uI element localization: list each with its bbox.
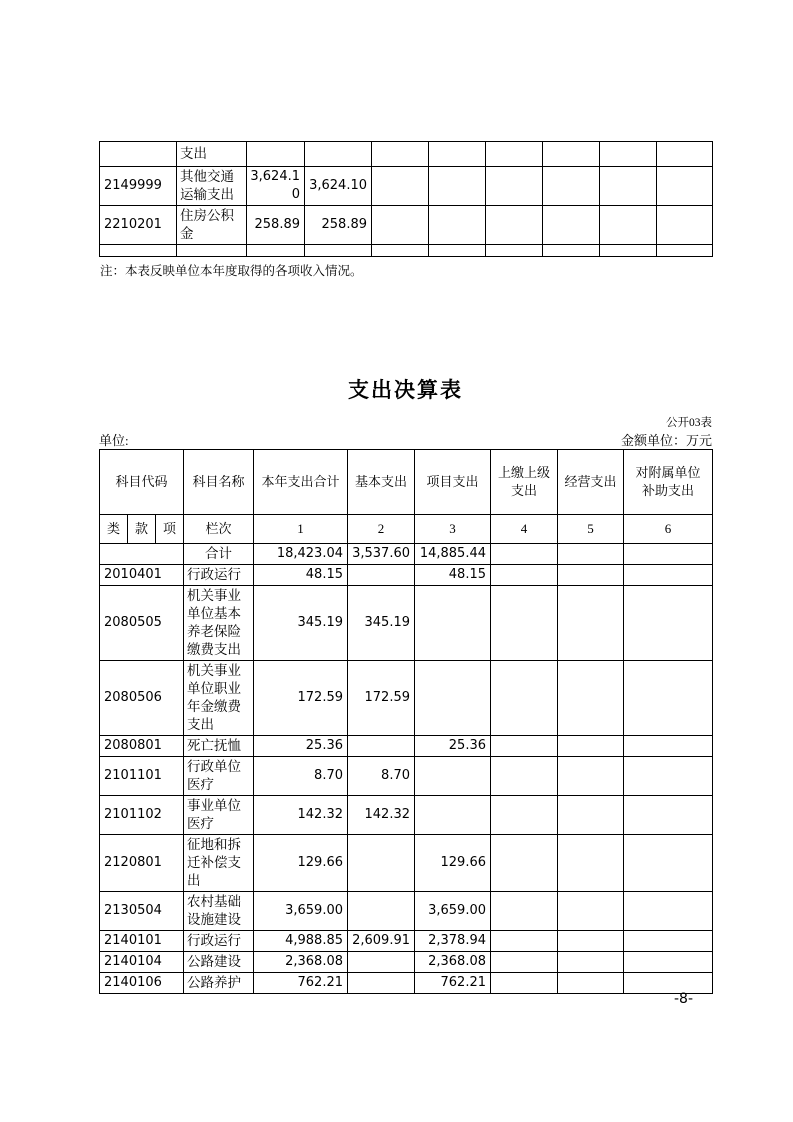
subsidy-amount-cell	[624, 952, 713, 973]
subject-code-cell: 2210201	[100, 206, 177, 245]
project-amount-cell	[415, 586, 491, 661]
amount-cell: 258.89	[247, 206, 305, 245]
empty-cell	[486, 206, 543, 245]
empty-cell	[247, 245, 305, 257]
project-amount-cell	[415, 757, 491, 796]
amount-unit-label: 金额单位：万元	[620, 433, 712, 448]
subject-code-cell: 2101101	[100, 757, 184, 796]
upper-amount-cell	[491, 892, 558, 931]
subject-code-cell: 2140101	[100, 931, 184, 952]
empty-row	[100, 245, 713, 257]
project-amount-cell: 25.36	[415, 736, 491, 757]
basic-amount-cell: 345.19	[348, 586, 415, 661]
header-row-columns	[100, 515, 713, 544]
subject-name-cell: 住房公积金	[177, 206, 247, 245]
operating-amount-cell	[558, 736, 624, 757]
subsidy-amount-cell	[624, 796, 713, 835]
basic-amount-cell: 142.32	[348, 796, 415, 835]
header-subject-code: 科目代码	[100, 450, 184, 515]
empty-cell	[372, 142, 429, 167]
subject-code-cell: 2080506	[100, 661, 184, 736]
subject-name-cell: 征地和拆迁补偿支出	[184, 835, 254, 892]
unit-label: 单位:	[99, 433, 129, 448]
total-amount-cell: 4,988.85	[254, 931, 348, 952]
expenditure-row	[100, 661, 713, 736]
empty-cell	[486, 142, 543, 167]
subject-code-cell: 2101102	[100, 796, 184, 835]
total-amount-cell: 345.19	[254, 586, 348, 661]
empty-cell	[543, 142, 600, 167]
basic-amount-cell	[348, 973, 415, 994]
operating-amount-cell	[558, 544, 624, 565]
total-amount-cell: 2,368.08	[254, 952, 348, 973]
upper-amount-cell	[491, 757, 558, 796]
header-project: 项目支出	[415, 450, 491, 515]
upper-amount-cell	[491, 544, 558, 565]
header-upper: 上缴上级支出	[491, 450, 558, 515]
header-col-4: 4	[491, 515, 558, 544]
basic-amount-cell	[348, 565, 415, 586]
header-code-class: 类	[100, 515, 128, 544]
empty-cell	[429, 167, 486, 206]
project-amount-cell: 3,659.00	[415, 892, 491, 931]
project-amount-cell: 762.21	[415, 973, 491, 994]
upper-amount-cell	[491, 796, 558, 835]
upper-amount-cell	[491, 931, 558, 952]
empty-cell	[372, 167, 429, 206]
basic-amount-cell	[348, 892, 415, 931]
header-subject-name: 科目名称	[184, 450, 254, 515]
expenditure-row	[100, 757, 713, 796]
header-code-section: 款	[128, 515, 156, 544]
subject-name-cell: 其他交通运输支出	[177, 167, 247, 206]
expenditure-table	[99, 449, 713, 994]
total-amount-cell: 142.32	[254, 796, 348, 835]
operating-amount-cell	[558, 757, 624, 796]
project-amount-cell: 48.15	[415, 565, 491, 586]
empty-cell	[657, 245, 713, 257]
header-col-1: 1	[254, 515, 348, 544]
expenditure-row	[100, 931, 713, 952]
subsidy-amount-cell	[624, 544, 713, 565]
basic-amount-cell: 172.59	[348, 661, 415, 736]
total-amount-cell: 48.15	[254, 565, 348, 586]
subject-name-cell: 死亡抚恤	[184, 736, 254, 757]
empty-cell	[372, 245, 429, 257]
subject-name-cell: 行政单位医疗	[184, 757, 254, 796]
total-row	[100, 544, 713, 565]
subsidy-amount-cell	[624, 835, 713, 892]
expenditure-row	[100, 952, 713, 973]
upper-amount-cell	[491, 952, 558, 973]
expenditure-row	[100, 796, 713, 835]
empty-cell	[429, 245, 486, 257]
project-amount-cell: 2,368.08	[415, 952, 491, 973]
empty-cell	[600, 206, 657, 245]
operating-amount-cell	[558, 835, 624, 892]
subsidy-amount-cell	[624, 931, 713, 952]
subject-code-cell: 2080801	[100, 736, 184, 757]
basic-amount-cell: 3,537.60	[348, 544, 415, 565]
subject-name-cell: 公路养护	[184, 973, 254, 994]
total-amount-cell: 18,423.04	[254, 544, 348, 565]
subject-name-cell: 机关事业单位基本养老保险缴费支出	[184, 586, 254, 661]
amount-cell: 258.89	[305, 206, 372, 245]
header-col-5: 5	[558, 515, 624, 544]
subject-code-cell	[100, 544, 184, 565]
subject-name-cell: 机关事业单位职业年金缴费支出	[184, 661, 254, 736]
operating-amount-cell	[558, 586, 624, 661]
header-subsidy: 对附属单位补助支出	[624, 450, 713, 515]
subsidy-amount-cell	[624, 973, 713, 994]
empty-cell	[543, 245, 600, 257]
income-table-note: 注：本表反映单位本年度取得的各项收入情况。	[100, 264, 363, 278]
header-basic: 基本支出	[348, 450, 415, 515]
expenditure-row	[100, 835, 713, 892]
empty-cell	[486, 167, 543, 206]
basic-amount-cell	[348, 736, 415, 757]
upper-amount-cell	[491, 661, 558, 736]
empty-cell	[600, 142, 657, 167]
upper-amount-cell	[491, 973, 558, 994]
amount-cell: 3,624.10	[247, 167, 305, 206]
total-amount-cell: 762.21	[254, 973, 348, 994]
basic-amount-cell	[348, 952, 415, 973]
project-amount-cell: 14,885.44	[415, 544, 491, 565]
project-amount-cell: 129.66	[415, 835, 491, 892]
operating-amount-cell	[558, 892, 624, 931]
empty-cell	[657, 206, 713, 245]
total-amount-cell: 25.36	[254, 736, 348, 757]
expenditure-row	[100, 892, 713, 931]
operating-amount-cell	[558, 796, 624, 835]
subsidy-amount-cell	[624, 892, 713, 931]
subject-name-cell: 行政运行	[184, 565, 254, 586]
project-amount-cell: 2,378.94	[415, 931, 491, 952]
total-amount-cell: 129.66	[254, 835, 348, 892]
subject-name-cell: 行政运行	[184, 931, 254, 952]
basic-amount-cell	[348, 835, 415, 892]
empty-cell	[429, 206, 486, 245]
empty-cell	[600, 245, 657, 257]
empty-cell	[543, 167, 600, 206]
amount-cell	[305, 142, 372, 167]
operating-amount-cell	[558, 952, 624, 973]
subject-name-cell: 支出	[177, 142, 247, 167]
subject-code-cell	[100, 142, 177, 167]
subject-name-cell: 公路建设	[184, 952, 254, 973]
total-amount-cell: 172.59	[254, 661, 348, 736]
amount-cell: 3,624.10	[305, 167, 372, 206]
empty-cell	[600, 167, 657, 206]
header-total: 本年支出合计	[254, 450, 348, 515]
income-table-row	[100, 206, 713, 245]
operating-amount-cell	[558, 661, 624, 736]
subject-code-cell: 2010401	[100, 565, 184, 586]
empty-cell	[657, 142, 713, 167]
subject-code-cell: 2140106	[100, 973, 184, 994]
page-number: -8-	[673, 991, 693, 1007]
header-col-6: 6	[624, 515, 713, 544]
empty-cell	[100, 245, 177, 257]
upper-amount-cell	[491, 835, 558, 892]
empty-cell	[305, 245, 372, 257]
header-row-main	[100, 450, 713, 515]
subsidy-amount-cell	[624, 565, 713, 586]
subsidy-amount-cell	[624, 661, 713, 736]
upper-amount-cell	[491, 565, 558, 586]
table-meta-row	[99, 430, 712, 449]
doc-number-label: 公开03表	[666, 417, 712, 429]
amount-cell	[247, 142, 305, 167]
project-amount-cell	[415, 661, 491, 736]
operating-amount-cell	[558, 565, 624, 586]
subject-code-cell: 2120801	[100, 835, 184, 892]
project-amount-cell	[415, 796, 491, 835]
expenditure-row	[100, 736, 713, 757]
expenditure-row	[100, 565, 713, 586]
income-table-continuation	[99, 141, 713, 257]
subject-code-cell: 2149999	[100, 167, 177, 206]
upper-amount-cell	[491, 586, 558, 661]
upper-amount-cell	[491, 736, 558, 757]
subject-code-cell: 2080505	[100, 586, 184, 661]
header-lanci: 栏次	[184, 515, 254, 544]
subsidy-amount-cell	[624, 586, 713, 661]
operating-amount-cell	[558, 931, 624, 952]
header-operating: 经营支出	[558, 450, 624, 515]
subject-name-cell: 事业单位医疗	[184, 796, 254, 835]
subject-code-cell: 2130504	[100, 892, 184, 931]
header-col-3: 3	[415, 515, 491, 544]
operating-amount-cell	[558, 973, 624, 994]
empty-cell	[372, 206, 429, 245]
expenditure-row	[100, 973, 713, 994]
expenditure-row	[100, 586, 713, 661]
empty-cell	[657, 167, 713, 206]
income-table-row	[100, 167, 713, 206]
empty-cell	[177, 245, 247, 257]
total-amount-cell: 8.70	[254, 757, 348, 796]
subject-name-cell: 合计	[184, 544, 254, 565]
income-table-row	[100, 142, 713, 167]
empty-cell	[543, 206, 600, 245]
basic-amount-cell: 8.70	[348, 757, 415, 796]
empty-cell	[486, 245, 543, 257]
report-title: 支出决算表	[348, 379, 463, 402]
subsidy-amount-cell	[624, 757, 713, 796]
basic-amount-cell: 2,609.91	[348, 931, 415, 952]
empty-cell	[429, 142, 486, 167]
total-amount-cell: 3,659.00	[254, 892, 348, 931]
subsidy-amount-cell	[624, 736, 713, 757]
header-col-2: 2	[348, 515, 415, 544]
header-code-item: 项	[156, 515, 184, 544]
subject-code-cell: 2140104	[100, 952, 184, 973]
subject-name-cell: 农村基础设施建设	[184, 892, 254, 931]
